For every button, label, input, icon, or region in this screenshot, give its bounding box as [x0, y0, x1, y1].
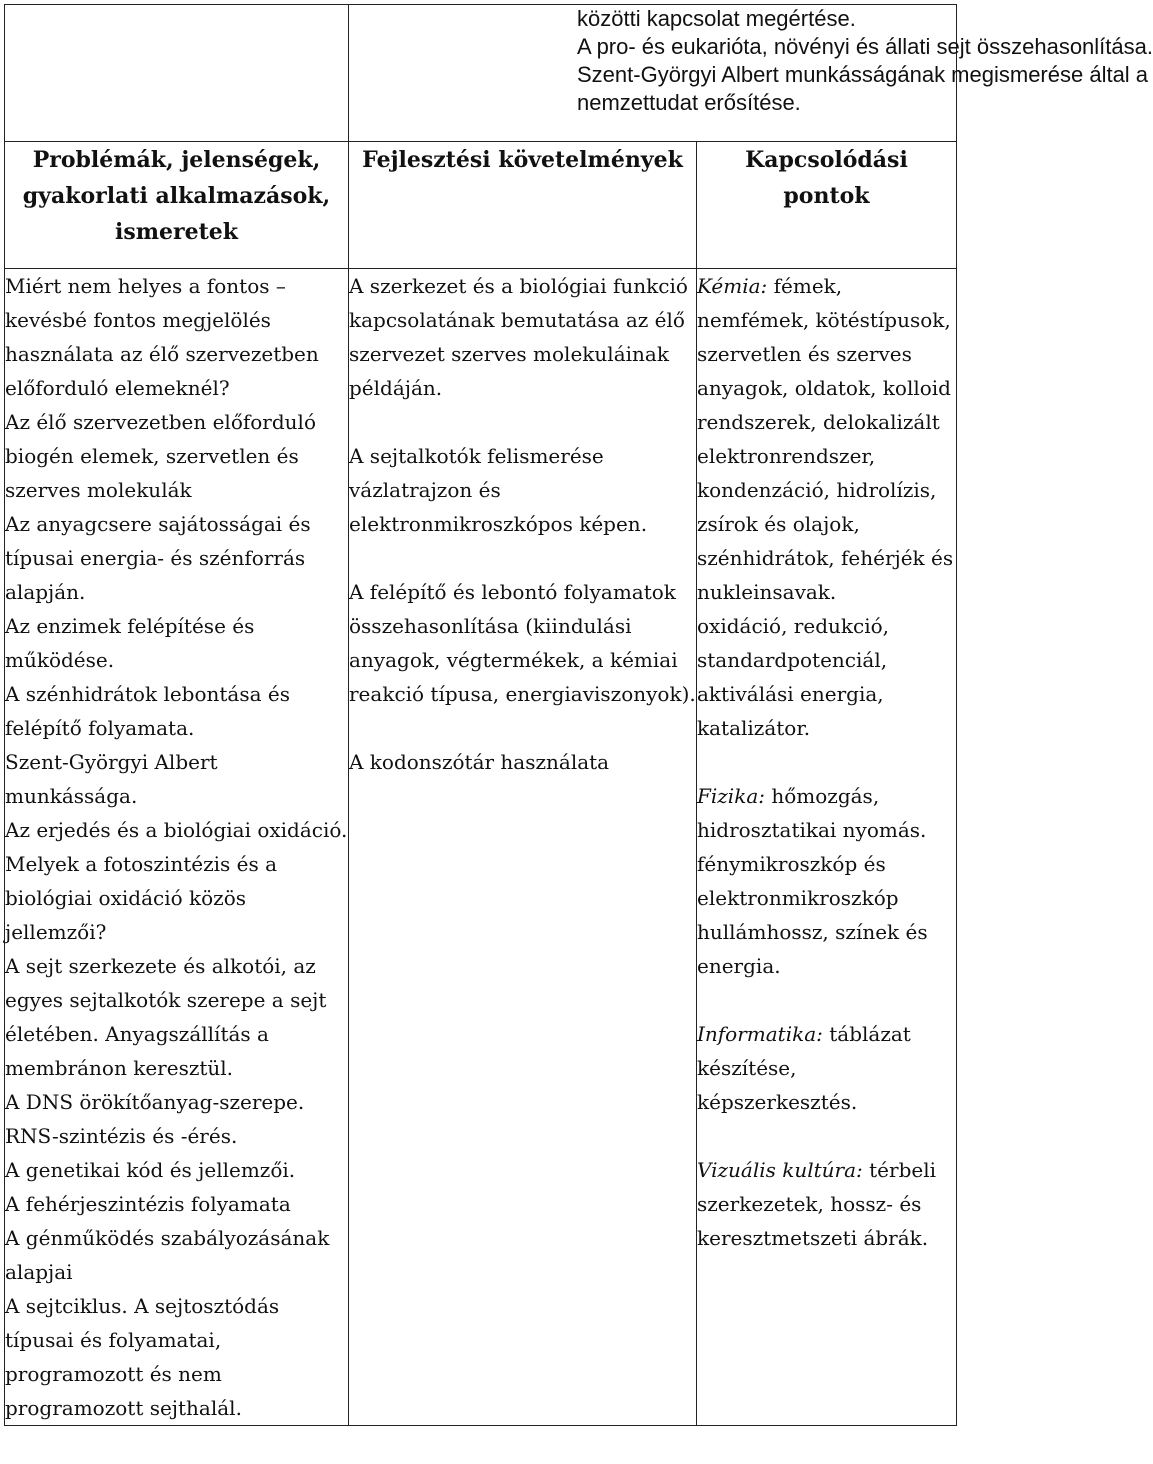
connection-chemistry [697, 269, 956, 609]
header-cell-connections [697, 142, 957, 269]
continuation-line: Szent-Györgyi Albert munkásságának megismerése által a [577, 62, 1149, 87]
subject-text: táblázat készítése, képszerkesztés. [697, 1022, 911, 1114]
content-row [5, 269, 957, 1426]
connection-chemistry-extra: oxidáció, redukció, standardpotenciál, aktiválási energia, katalizátor. [697, 614, 889, 740]
list-item: Az erjedés és a biológiai oxidáció. [5, 818, 348, 842]
curriculum-table [4, 4, 1153, 1426]
continuation-line: nemzettudat erősítése. [577, 90, 801, 115]
header-row [5, 142, 957, 269]
continuation-row [5, 5, 957, 142]
list-item: Az anyagcsere sajátosságai és típusai energia- és szénforrás alapján. [5, 512, 311, 604]
continuation-cell [349, 5, 1153, 142]
list-item: Miért nem helyes a fontos – kevésbé fontos megjelölés használata az élő szervezetben előforduló elemeknél? [5, 274, 319, 400]
list-item: A sejtalkotók felismerése vázlatrajzon és elektronmikroszkópos képen. [349, 444, 648, 536]
list-item: A génműködés szabályozásának alapjai [5, 1226, 330, 1284]
list-item: A sejt szerkezete és alkotói, az egyes sejtalkotók szerepe a sejt életében. Anyagszállítás a membránon keresztül. [5, 954, 327, 1080]
continuation-line: A pro- és eukarióta, növényi és állati sejt összehasonlítása. [577, 34, 1153, 59]
requirements-cell [349, 269, 697, 1426]
continuation-line: közötti kapcsolat megértése. [577, 6, 856, 31]
list-item: A szénhidrátok lebontása és felépítő folyamata. [5, 682, 290, 740]
list-item: A genetikai kód és jellemzői. [5, 1158, 296, 1182]
connection-informatics [697, 1017, 956, 1119]
connections-cell [697, 269, 957, 1426]
subject-text: hőmozgás, hidrosztatikai nyomás. [697, 784, 927, 842]
list-item: A kodonszótár használata [349, 750, 610, 774]
subject-label: Informatika: [697, 1022, 823, 1046]
list-item: Melyek a fotoszintézis és a biológiai oxidáció közös jellemzői? [5, 852, 278, 944]
header-requirements: Fejlesztési követelmények [362, 147, 683, 173]
list-item: Az élő szervezetben előforduló biogén elemek, szervetlen és szerves molekulák [5, 410, 316, 502]
header-cell-problems [5, 142, 349, 269]
connection-visual-culture [697, 1153, 956, 1255]
list-item: A DNS örökítőanyag-szerepe. [5, 1090, 305, 1114]
list-item: A sejtciklus. A sejtosztódás típusai és folyamatai, programozott és nem programozott sejthalál. [5, 1294, 280, 1420]
list-item: Az enzimek felépítése és működése. [5, 614, 255, 672]
header-problems: Problémák, jelenségek, gyakorlati alkalmazások, ismeretek [22, 147, 331, 245]
problems-cell [5, 269, 349, 1426]
subject-text: fémek, nemfémek, kötéstípusok, szervetlen és szerves anyagok, oldatok, kolloid rendszerek, delokalizált elektronrendszer, kondenzáció, hidrolízis, zsírok és olajok, szénhidrátok, fehérjék és nukleinsavak. [697, 274, 954, 604]
header-cell-requirements [349, 142, 697, 269]
header-connections: Kapcsolódási pontok [745, 147, 908, 209]
connection-physics [697, 779, 956, 847]
empty-cell [5, 5, 349, 142]
subject-text: térbeli szerkezetek, hossz- és keresztmetszeti ábrák. [697, 1158, 937, 1250]
subject-label: Fizika: [697, 784, 765, 808]
connection-physics-extra: fénymikroszkóp és elektronmikroszkóp hullámhossz, színek és energia. [697, 852, 928, 978]
document-page [4, 4, 1153, 1460]
subject-label: Vizuális kultúra: [697, 1158, 863, 1182]
list-item: A fehérjeszintézis folyamata [5, 1192, 291, 1216]
list-item: RNS-szintézis és -érés. [5, 1124, 238, 1148]
list-item: A szerkezet és a biológiai funkció kapcsolatának bemutatása az élő szervezet szerves molekuláinak példáján. [349, 274, 688, 400]
list-item: A felépítő és lebontó folyamatok összehasonlítása (kiindulási anyagok, végtermékek, a kémiai reakció típusa, energiaviszonyok). [349, 580, 696, 706]
subject-label: Kémia: [697, 274, 768, 298]
list-item: Szent-Györgyi Albert munkássága. [5, 750, 218, 808]
